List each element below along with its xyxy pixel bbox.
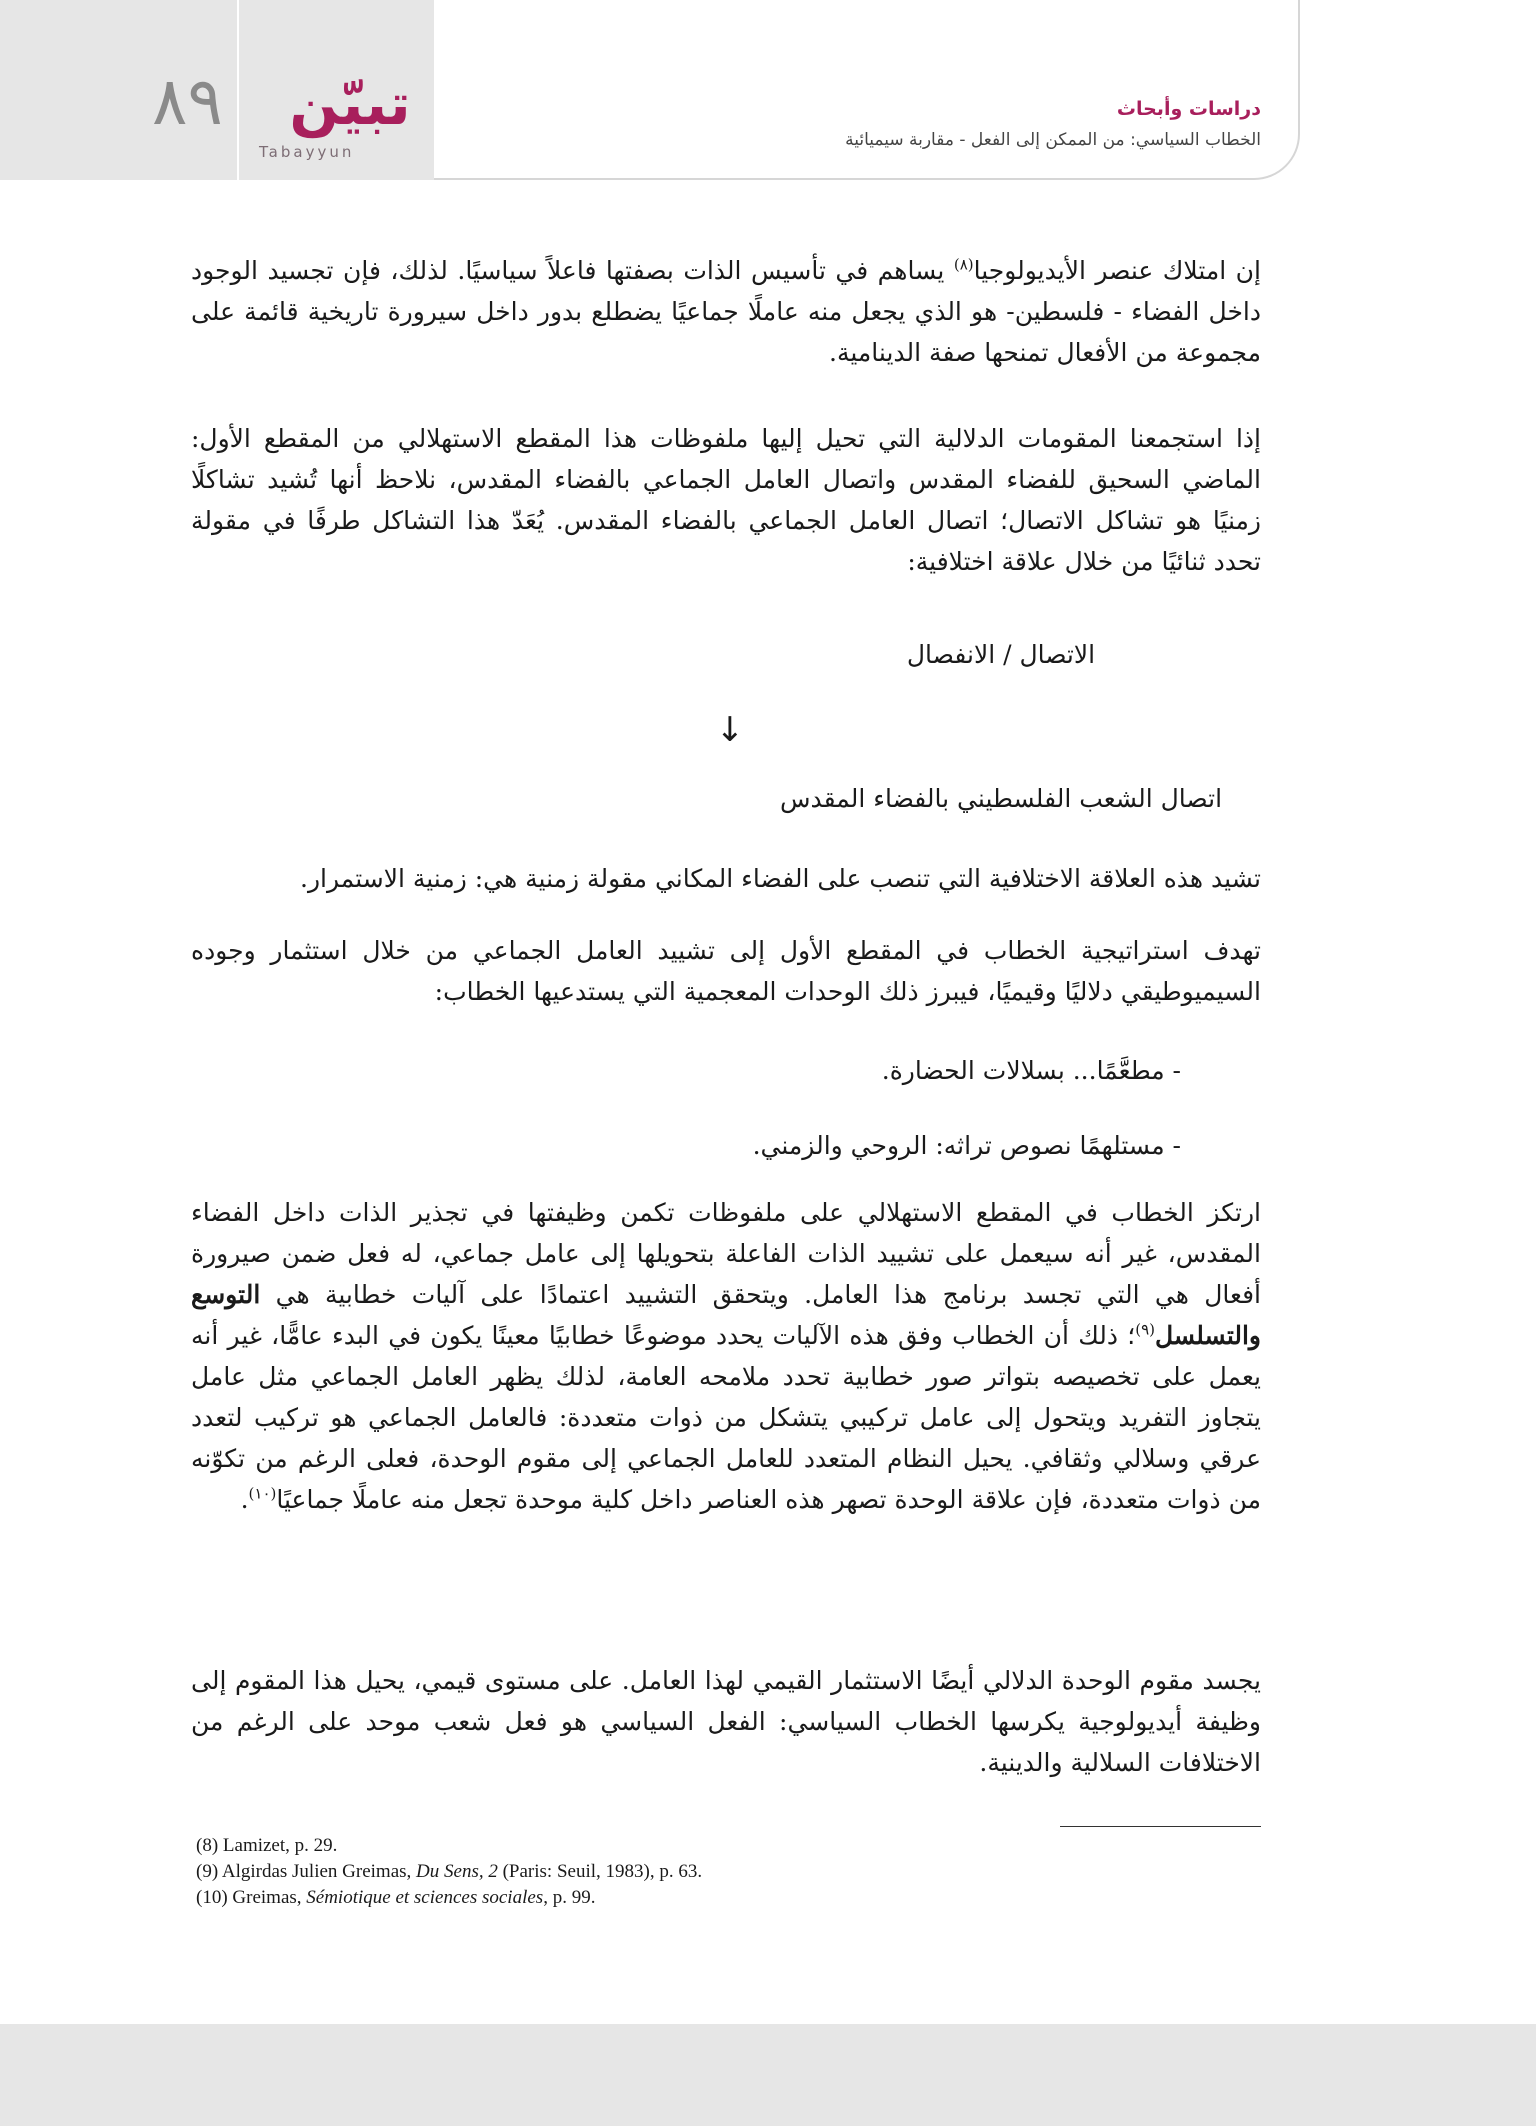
page-number: ٨٩ (152, 63, 223, 140)
fn10-pre: (10) Greimas, (196, 1887, 307, 1908)
p5-text-end: . (240, 1485, 249, 1514)
logo-arabic: تبيّن (289, 70, 411, 138)
logo-latin: Tabayyun (259, 143, 355, 161)
paragraph-6: يجسد مقوم الوحدة الدلالي أيضًا الاستثمار القيمي لهذا العامل. على مستوى قيمي، يحيل هذا المقوم إلى وظيفة أيديولوجية يكرسها الخطاب السياسي: الفعل السياسي هو فعل شعب موحد على الرغم من الاختلافات السلالية والدينية. (191, 1666, 1261, 1777)
footnote-ref-9[interactable]: (٩) (1135, 1320, 1155, 1339)
footnote-10 (196, 1886, 1096, 1910)
section-title: دراسات وأبحاث (1116, 98, 1261, 120)
p5-bold-term: التوسع والتسلسل (191, 1280, 1261, 1350)
bullet-item-1: - مطعَّمًا... بسلالات الحضارة. (881, 1056, 1181, 1085)
article-running-title: الخطاب السياسي: من الممكن إلى الفعل - مقاربة سيميائية (845, 130, 1261, 150)
paragraph-5 (191, 1192, 1261, 1520)
paragraph-2: إذا استجمعنا المقومات الدلالية التي تحيل إليها ملفوظات هذا المقطع الاستهلالي من المقطع الأول: الماضي السحيق للفضاء المقدس واتصال العامل الجماعي بالفضاء المقدس، نلاحظ أنها تُشيد تشاكلًا زمنيًا هو تشاكل الاتصال؛ اتصال العامل الجماعي بالفضاء المقدس. يُعَدّ هذا التشاكل طرفًا في مقولة تحدد ثنائيًا من خلال علاقة اختلافية: (191, 424, 1261, 576)
p5-text-b: ؛ ذلك أن الخطاب وفق هذه الآليات يحدد موضوعًا خطابيًا معينًا يكون في البدء عامًّا، غير أنه يعمل على تخصيصه بتواتر صور خطابية تحدد ملامحه العامة، لذلك يظهر العامل الجماعي مثل عامل يتجاوز التفريد ويتحول إلى عامل تركيبي يتشكل من ذوات متعددة: فالعامل الجماعي هو تركيب لتعدد عرقي وسلالي وثقافي. يحيل النظام المتعدد للعامل الجماعي إلى مقوم الوحدة، فعلى الرغم من تكوّنه من ذوات متعددة، فإن علاقة الوحدة تصهر هذه العناصر داخل كلية موحدة تجعل منه عاملًا جماعيًا (191, 1321, 1261, 1514)
fn9-title: Du Sens, 2 (416, 1861, 498, 1882)
journal-logo (255, 62, 420, 167)
fn10-post: , p. 99. (543, 1887, 596, 1908)
result-line: اتصال الشعب الفلسطيني بالفضاء المقدس (779, 784, 1223, 813)
down-arrow-icon: ↓ (715, 710, 745, 750)
footnote-ref-10[interactable]: (١٠) (248, 1484, 277, 1503)
paragraph-4: تهدف استراتيجية الخطاب في المقطع الأول إلى تشييد العامل الجماعي من خلال استثمار وجوده السيميوطيقي دلاليًا وقيميًا، فيبرز ذلك الوحدات المعجمية التي يستدعيها الخطاب: (191, 936, 1261, 1006)
fn10-title: Sémiotique et sciences sociales (306, 1887, 544, 1908)
opposition-line: الاتصال / الانفصال (906, 640, 1096, 669)
fn9-post: (Paris: Seuil, 1983), p. 63. (497, 1861, 703, 1882)
p5-text-a: ارتكز الخطاب في المقطع الاستهلالي على ملفوظات تكمن وظيفتها في تجذير الذات داخل الفضاء المقدس، غير أنه سيعمل على تشييد الذات الفاعلة بتحويلها إلى عامل جماعي، له فعل ضمن صيرورة أفعال هي التي تجسد برنامج هذا العامل. ويتحقق التشييد اعتمادًا على آليات خطابية هي (191, 1198, 1261, 1309)
p1-text-b: يساهم في تأسيس الذات بصفتها فاعلاً سياسيًا. لذلك، فإن تجسيد الوجود داخل الفضاء - فلسطين- هو الذي يجعل منه عاملًا جماعيًا يضطلع بدور داخل سيرورة تاريخية قائمة على مجموعة من الأفعال تمنحها صفة الدينامية. (191, 256, 1261, 367)
fn9-pre: (9) Algirdas Julien Greimas, (196, 1861, 417, 1882)
bullet-item-2: - مستلهمًا نصوص تراثه: الروحي والزمني. (752, 1131, 1181, 1160)
paragraph-1 (191, 250, 1261, 373)
footnote-9 (196, 1860, 1096, 1884)
paragraph-3: تشيد هذه العلاقة الاختلافية التي تنصب على الفضاء المكاني مقولة زمنية هي: زمنية الاستمرار. (300, 864, 1261, 893)
footnote-rule (1060, 1826, 1261, 1827)
footnote-ref-8[interactable]: (٨) (953, 255, 974, 274)
header-divider (237, 0, 239, 180)
footer-band (0, 2024, 1536, 2126)
footnote-8: (8) Lamizet, p. 29. (196, 1835, 338, 1856)
p1-text-a: إن امتلاك عنصر الأيديولوجيا (973, 256, 1261, 285)
